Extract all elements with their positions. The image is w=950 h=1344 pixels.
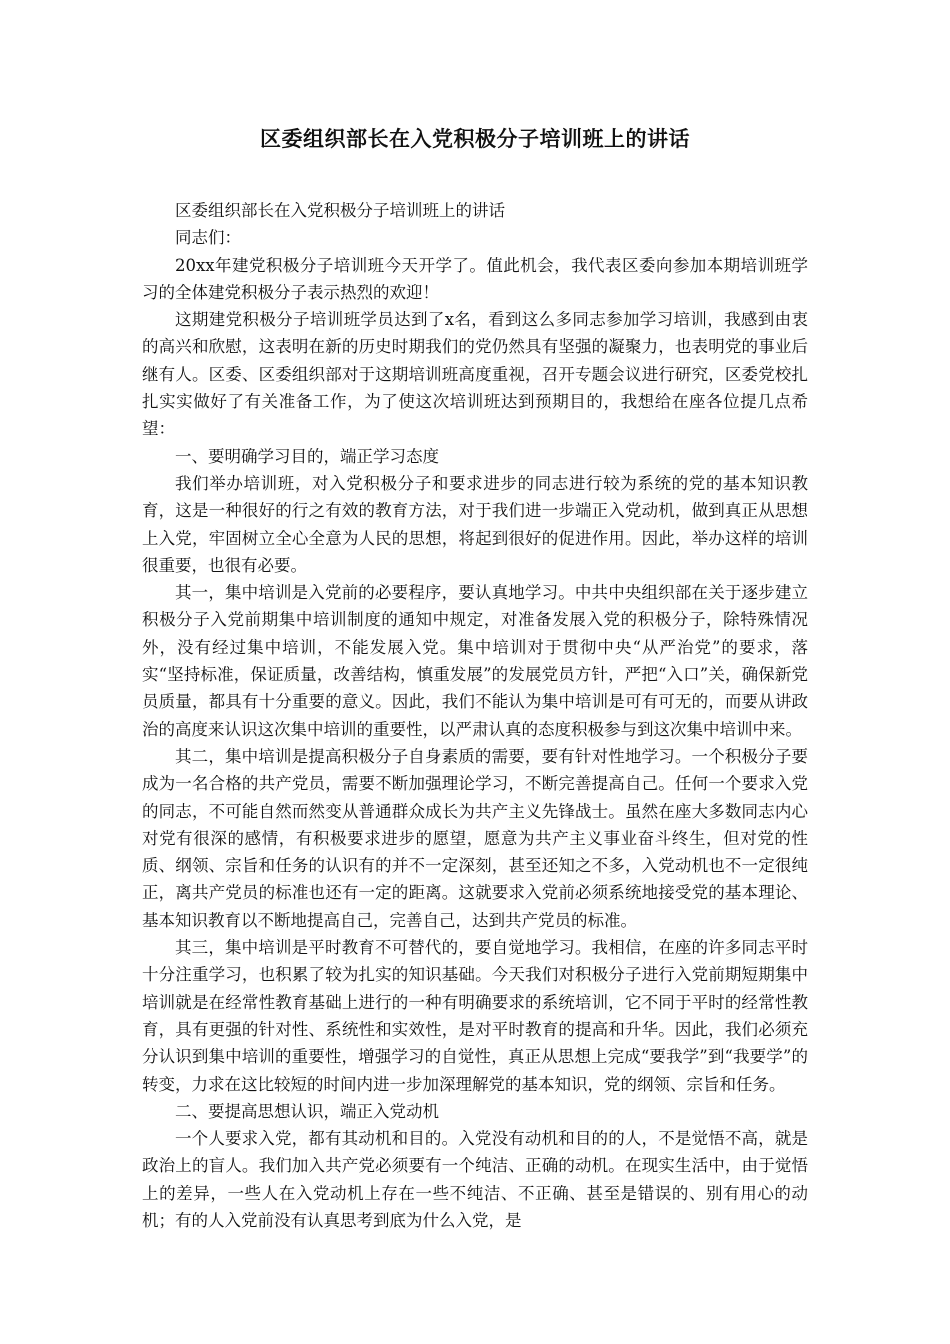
paragraph-heading-repeat: 区委组织部长在入党积极分子培训班上的讲话 bbox=[175, 201, 505, 220]
section-heading: 一、要明确学习目的，端正学习态度 bbox=[175, 446, 439, 466]
paragraph: 其一，集中培训是入党前的必要程序，要认真地学习。中共中央组织部在关于逐步建立积极分子入党前期集中培训制度的通知中规定，对准备发展入党的积极分子，除特殊情况外，没有经过集中培训，不能发展入党。集中培训对于贯彻中央“从严治党”的要求，落实“坚持标准，保证质量，改善结构，慎重发展”的发展党员方针，严把“入口”关，确保新党员质量，都具有十分重要的意义。因此，我们不能认为集中培训是可有可无的，而要从讲政治的高度来认识这次集中培训的重要性，以严肃认真的态度积极参与到这次集中培训中来。 bbox=[142, 583, 808, 739]
section-heading: 二、要提高思想认识，端正入党动机 bbox=[175, 1101, 439, 1121]
paragraph: 我们举办培训班，对入党积极分子和要求进步的同志进行较为系统的党的基本知识教育，这是一种很好的行之有效的教育方法，对于我们进一步端正入党动机，做到真正从思想上入党，牢固树立全心全意为人民的思想，将起到很好的促进作用。因此，举办这样的培训很重要，也很有必要。 bbox=[142, 473, 808, 575]
paragraph: 20xx年建党积极分子培训班今天开学了。值此机会，我代表区委向参加本期培训班学习的全体建党积极分子表示热烈的欢迎！ bbox=[142, 255, 808, 302]
document-body bbox=[142, 197, 808, 1234]
paragraph: 其二，集中培训是提高积极分子自身素质的需要，要有针对性地学习。一个积极分子要成为一名合格的共产党员，需要不断加强理论学习，不断完善提高自己。任何一个要求入党的同志，不可能自然而然变从普通群众成长为共产主义先锋战士。虽然在座大多数同志内心对党有很深的感情，有积极要求进步的愿望，愿意为共产主义事业奋斗终生，但对党的性质、纲领、宗旨和任务的认识有的并不一定深刻，甚至还知之不多，入党动机也不一定很纯正，离共产党员的标准也还有一定的距离。这就要求入党前必须系统地接受党的基本理论、基本知识教育以不断地提高自己，完善自己，达到共产党员的标准。 bbox=[142, 746, 808, 930]
paragraph: 这期建党积极分子培训班学员达到了x名，看到这么多同志参加学习培训，我感到由衷的高兴和欣慰，这表明在新的历史时期我们的党仍然具有坚强的凝聚力，也表明党的事业后继有人。区委、区委组织部对于这期培训班高度重视，召开专题会议进行研究，区委党校扎扎实实做好了有关准备工作，为了使这次培训班达到预期目的，我想给在座各位提几点希望： bbox=[142, 310, 808, 439]
paragraph: 其三，集中培训是平时教育不可替代的，要自觉地学习。我相信，在座的许多同志平时十分注重学习，也积累了较为扎实的知识基础。今天我们对积极分子进行入党前期短期集中培训就是在经常性教育基础上进行的一种有明确要求的系统培训，它不同于平时的经常性教育，具有更强的针对性、系统性和实效性，是对平时教育的提高和升华。因此，我们必须充分认识到集中培训的重要性，增强学习的自觉性，真正从思想上完成“要我学”到“我要学”的转变，力求在这比较短的时间内进一步加深理解党的基本知识，党的纲领、宗旨和任务。 bbox=[142, 938, 808, 1094]
paragraph-salutation: 同志们： bbox=[175, 228, 241, 248]
document-title: 区委组织部长在入党积极分子培训班上的讲话 bbox=[260, 126, 690, 151]
paragraph: 一个人要求入党，都有其动机和目的。入党没有动机和目的的人，不是觉悟不高，就是政治上的盲人。我们加入共产党必须要有一个纯洁、正确的动机。在现实生活中，由于觉悟上的差异，一些人在入党动机上存在一些不纯洁、不正确、甚至是错误的、别有用心的动机；有的人入党前没有认真思考到底为什么入党，是 bbox=[142, 1129, 808, 1230]
